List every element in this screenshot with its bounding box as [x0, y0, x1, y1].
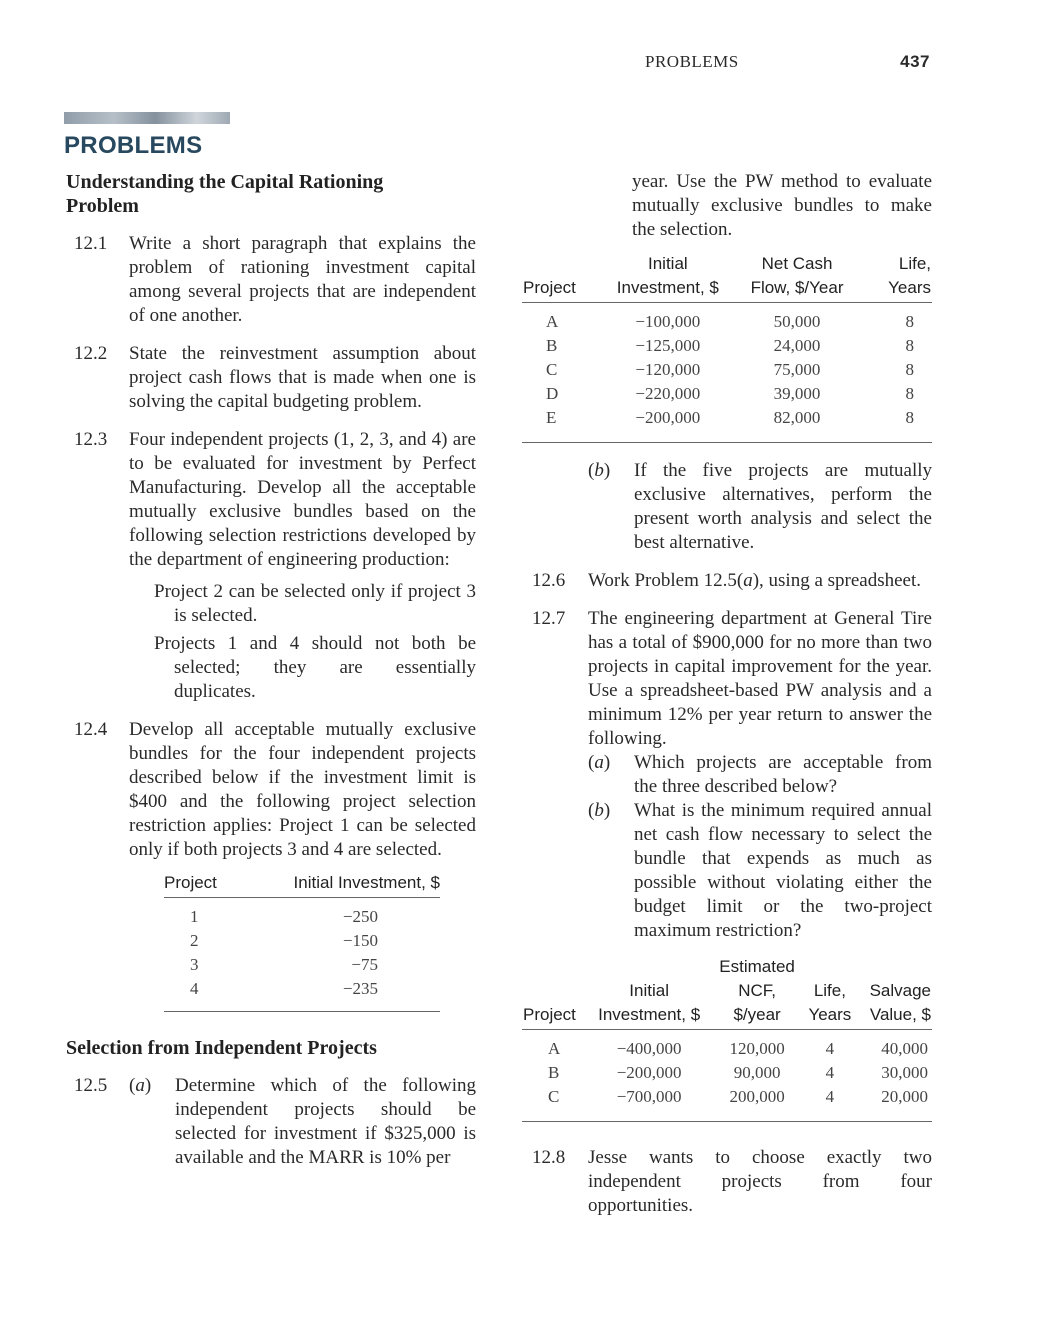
table-row	[164, 898, 440, 930]
restriction-2	[154, 632, 476, 704]
table-cell-investment: −250	[342, 907, 378, 926]
table-rule	[522, 442, 932, 443]
table-rule	[522, 1121, 932, 1122]
table-cell: C	[548, 1087, 560, 1106]
subheading-capital-rationing	[66, 170, 476, 218]
table-12-7	[522, 955, 932, 1109]
table-row	[522, 303, 932, 335]
table-cell-investment: −75	[351, 955, 378, 974]
table-cell: −200,000	[616, 1063, 682, 1082]
problem-12-5-continued	[632, 170, 932, 242]
table-rule	[164, 1011, 440, 1012]
table-header: Value, $	[869, 1005, 931, 1024]
subheading-line-2: Problem	[66, 195, 139, 217]
part-label: (a)	[588, 752, 611, 773]
problem-number: 12.3	[74, 429, 108, 450]
page-number: 437	[900, 52, 930, 71]
table-cell: 8	[905, 408, 914, 427]
table-body	[164, 898, 440, 1002]
table-cell: B	[546, 336, 558, 355]
subheading-independent-projects: Selection from Independent Projects	[66, 1037, 377, 1059]
table-cell: 120,000	[729, 1039, 785, 1058]
running-head	[0, 52, 930, 76]
table-row	[522, 382, 932, 406]
table-row	[164, 953, 440, 977]
table-row	[522, 1085, 932, 1109]
problem-12-4	[66, 718, 476, 862]
problem-number: 12.4	[74, 719, 108, 740]
table-row	[164, 929, 440, 953]
table-header	[857, 955, 932, 979]
table-cell: 75,000	[773, 360, 821, 379]
table-cell: E	[546, 408, 557, 427]
table-header: Initial	[629, 981, 669, 1000]
table-header: Investment, $	[616, 278, 719, 297]
table-cell: 50,000	[773, 312, 821, 331]
problem-12-7	[522, 607, 932, 943]
table-cell: 4	[825, 1087, 835, 1106]
table-cell-project: 2	[190, 931, 199, 950]
table-header-row	[522, 955, 932, 979]
problem-number: 12.6	[532, 570, 566, 591]
table-cell: −220,000	[635, 384, 701, 403]
restriction-1	[154, 580, 476, 628]
part-label: (b)	[588, 800, 611, 821]
table-cell: 8	[905, 384, 914, 403]
problem-number: 12.1	[74, 233, 108, 254]
table-header-row	[522, 1003, 932, 1030]
problem-number: 12.7	[532, 608, 566, 629]
table-header: $/year	[733, 1005, 781, 1024]
table-cell: 200,000	[729, 1087, 785, 1106]
part-text: Which projects are acceptable from the three described below?	[634, 752, 932, 797]
table-header: Project	[523, 278, 576, 297]
problem-12-5	[66, 1074, 476, 1170]
right-column	[522, 170, 932, 1218]
part-text: What is the minimum required annual net cash flow necessary to select the bundle that expends as much as possible without violating either the budget limit or the two-project maximum restriction?	[634, 800, 932, 941]
problem-12-8	[522, 1146, 932, 1218]
table-cell: 4	[825, 1039, 835, 1058]
table-header	[522, 252, 603, 276]
problem-text: State the reinvestment assumption about project cash flows that is made when one is solving the capital budgeting problem.	[129, 343, 476, 412]
problem-text: Develop all acceptable mutually exclusive bundles for the four independent projects described below if the investment limit is $400 and the following project selection restriction applies: Project 1 can be selected only if both projects 3 and 4 are selected.	[129, 719, 476, 860]
table-row	[522, 334, 932, 358]
problem-text: Four independent projects (1, 2, 3, and 4) are to be evaluated for investment by Perfect Manufacturing. Develop all the acceptable mutually exclusive bundles based on the following selection restrictions developed by the department of engineering production:	[129, 429, 476, 570]
problem-text: year. Use the PW method to evaluate mutually exclusive bundles to make the selection.	[632, 171, 932, 240]
problem-12-3	[66, 428, 476, 572]
table-12-4	[164, 872, 440, 1001]
table-header: Initial	[647, 254, 688, 273]
table-header: Net Cash	[761, 254, 833, 273]
table-header: NCF,	[738, 981, 776, 1000]
table-header	[587, 955, 711, 979]
left-column	[66, 170, 476, 1170]
table-cell: 8	[905, 336, 914, 355]
problem-12-1	[66, 232, 476, 328]
table-cell: A	[546, 312, 559, 331]
part-text: If the five projects are mutually exclusive alternatives, perform the present worth analysis and select the best alternative.	[634, 460, 932, 553]
table-cell: 90,000	[733, 1063, 781, 1082]
table-cell: 39,000	[773, 384, 821, 403]
table-row	[522, 1030, 932, 1062]
table-12-5	[522, 252, 932, 430]
section-heading: PROBLEMS	[64, 132, 203, 159]
table-row	[164, 977, 440, 1001]
table-header: Project	[164, 873, 217, 892]
table-row	[522, 358, 932, 382]
table-cell: −400,000	[616, 1039, 682, 1058]
table-header: Estimated	[719, 957, 795, 976]
table-header: Project	[523, 1005, 576, 1024]
table-header-row	[522, 252, 932, 276]
table-cell: A	[548, 1039, 561, 1058]
problem-12-7-part-b	[588, 799, 932, 943]
table-header: Years	[888, 278, 931, 297]
table-cell: 4	[825, 1063, 835, 1082]
table-cell: 20,000	[881, 1087, 928, 1106]
problem-number: 12.5	[74, 1075, 108, 1096]
table-cell: 8	[905, 360, 914, 379]
table-cell: C	[546, 360, 558, 379]
problem-number: 12.2	[74, 343, 108, 364]
table-header: Years	[808, 1005, 852, 1024]
problem-12-2	[66, 342, 476, 414]
table-cell: −200,000	[635, 408, 701, 427]
table-row	[522, 406, 932, 430]
part-label: (b)	[588, 460, 611, 481]
part-label: (a)	[129, 1075, 152, 1096]
table-row	[522, 1061, 932, 1085]
table-cell-project: 1	[190, 907, 199, 926]
table-cell: −120,000	[635, 360, 701, 379]
subheading-line-1: Understanding the Capital Rationing	[66, 171, 384, 193]
table-header-row	[522, 979, 932, 1003]
problem-text: Jesse wants to choose exactly two independent projects from four opportunities.	[588, 1147, 932, 1216]
table-cell-investment: −235	[342, 979, 378, 998]
problem-text: Write a short paragraph that explains the problem of rationing investment capital among several projects that are independent of one another.	[129, 233, 476, 326]
table-header: Initial Investment, $	[293, 873, 440, 892]
table-cell: 8	[905, 312, 914, 331]
restriction-text: Projects 1 and 4 should not both be selected; they are essentially duplicates.	[154, 633, 476, 702]
table-header: Life,	[813, 981, 846, 1000]
table-cell: 40,000	[881, 1039, 928, 1058]
problem-text: Work Problem 12.5(a), using a spreadsheet.	[588, 570, 922, 591]
table-cell: B	[548, 1063, 560, 1082]
table-header	[522, 955, 587, 979]
part-text: Determine which of the following independent projects should be selected for investment if $325,000 is available and the MARR is 10% per	[175, 1075, 476, 1168]
table-cell-investment: −150	[342, 931, 378, 950]
table-header: Salvage	[869, 981, 931, 1000]
table-cell-project: 3	[190, 955, 199, 974]
table-cell: −100,000	[635, 312, 701, 331]
table-cell: −125,000	[635, 336, 701, 355]
table-header: Investment, $	[598, 1005, 701, 1024]
problem-number: 12.8	[532, 1147, 566, 1168]
restriction-text: Project 2 can be selected only if project 3 is selected.	[154, 581, 476, 626]
table-cell: D	[546, 384, 559, 403]
table-header: Flow, $/Year	[750, 278, 844, 297]
table-header-row	[522, 276, 932, 303]
table-cell-project: 4	[190, 979, 199, 998]
problem-12-6	[522, 569, 932, 593]
problem-12-7-part-a	[588, 751, 932, 799]
table-cell: −700,000	[616, 1087, 682, 1106]
running-title: PROBLEMS	[645, 52, 739, 71]
table-header	[522, 979, 587, 1003]
table-cell: 30,000	[881, 1063, 928, 1082]
problem-12-5-part-a	[129, 1074, 476, 1170]
problem-12-5-part-b	[588, 459, 932, 555]
table-cell: 82,000	[773, 408, 821, 427]
problem-text: The engineering department at General Tire has a total of $900,000 for no more than two projects in capital improvement for the year. Use a spreadsheet-based PW analysis and a minimum 12% per year return to answer the following.	[588, 608, 932, 749]
table-cell: 24,000	[773, 336, 821, 355]
decorative-bar	[64, 112, 230, 124]
table-header: Life,	[898, 254, 931, 273]
table-header	[803, 955, 856, 979]
